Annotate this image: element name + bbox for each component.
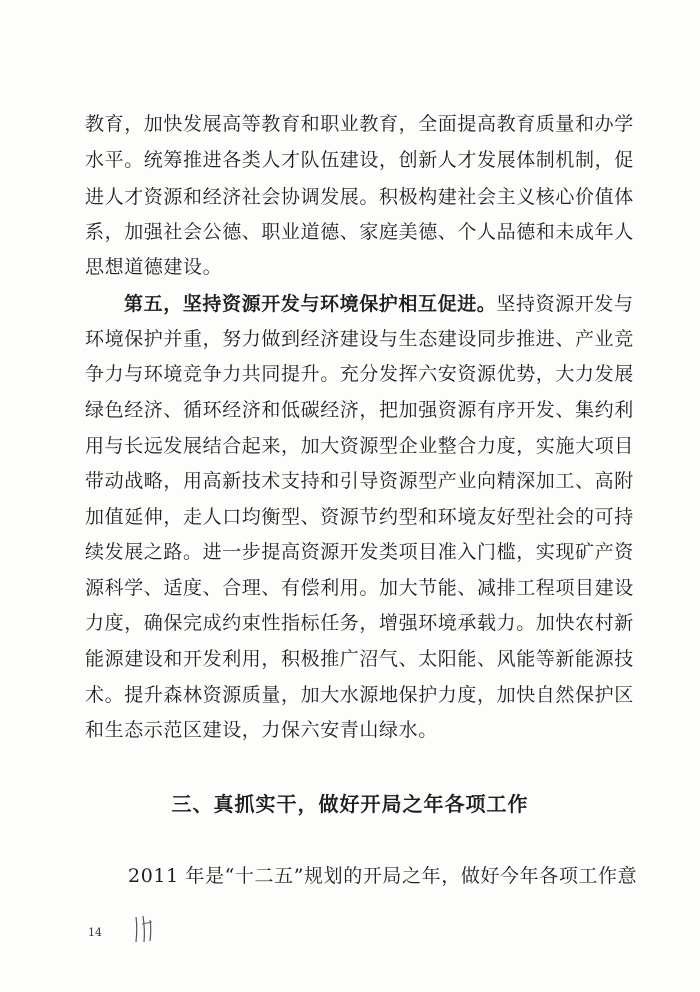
handwritten-mark-icon <box>132 912 156 946</box>
paragraph-2-heading: 第五，坚持资源开发与环境保护相互促进。 <box>124 293 497 315</box>
paragraph-2-line-9: 源科学、适度、合理、有偿利用。加大节能、减排工程项目建设 <box>85 577 634 599</box>
paragraph-1-line-2: 水平。统筹推进各类人才队伍建设，创新人才发展体制机制，促 <box>85 149 634 171</box>
paragraph-2-line-2: 环境保护并重，努力做到经济建设与生态建设同步推进、产业竞 <box>85 328 634 350</box>
paragraph-2-line-13: 和生态示范区建设，力保六安青山绿水。 <box>85 719 438 741</box>
paragraph-2-line-1 <box>124 290 644 318</box>
section-heading: 三、真抓实干，做好开局之年各项工作 <box>171 792 529 816</box>
paragraph-1-line-5: 思想道德建设。 <box>85 256 223 278</box>
paragraph-2-line-10: 力度，确保完成约束性指标任务，增强环境承载力。加快农村新 <box>85 612 634 634</box>
paragraph-1-line-1: 教育，加快发展高等教育和职业教育，全面提高教育质量和办学 <box>85 113 634 135</box>
paragraph-2-line-4: 绿色经济、循环经济和低碳经济，把加强资源有序开发、集约利 <box>85 399 634 421</box>
paragraph-2-line-3: 争力与环境竞争力共同提升。充分发挥六安资源优势，大力发展 <box>85 363 634 385</box>
paragraph-2-line-12: 术。提升森林资源质量，加大水源地保护力度，加快自然保护区 <box>85 684 634 706</box>
paragraph-2-line-7: 加值延伸，走人口均衡型、资源节约型和环境友好型社会的可持 <box>85 506 634 528</box>
paragraph-1-line-3: 进人才资源和经济社会协调发展。积极构建社会主义核心价值体 <box>85 186 634 208</box>
paragraph-2-line-11: 能源建设和开发利用，积极推广沼气、太阳能、风能等新能源技 <box>85 648 634 670</box>
paragraph-3-line-1: 2011 年是“十二五”规划的开局之年，做好今年各项工作意 <box>128 865 638 887</box>
paragraph-2-line-5: 用与长远发展结合起来，加大资源型企业整合力度，实施大项目 <box>85 435 634 457</box>
paragraph-2-line-8: 续发展之路。进一步提高资源开发类项目准入门槛，实现矿产资 <box>85 541 634 563</box>
paragraph-2-line-6: 带动战略，用高新技术支持和引导资源型产业向精深加工、高附 <box>85 470 634 492</box>
paragraph-1-line-4: 系，加强社会公德、职业道德、家庭美德、个人品德和未成年人 <box>85 221 634 243</box>
page-number: 14 <box>88 926 102 939</box>
paragraph-2-line-1-text: 坚持资源开发与 <box>496 293 634 315</box>
